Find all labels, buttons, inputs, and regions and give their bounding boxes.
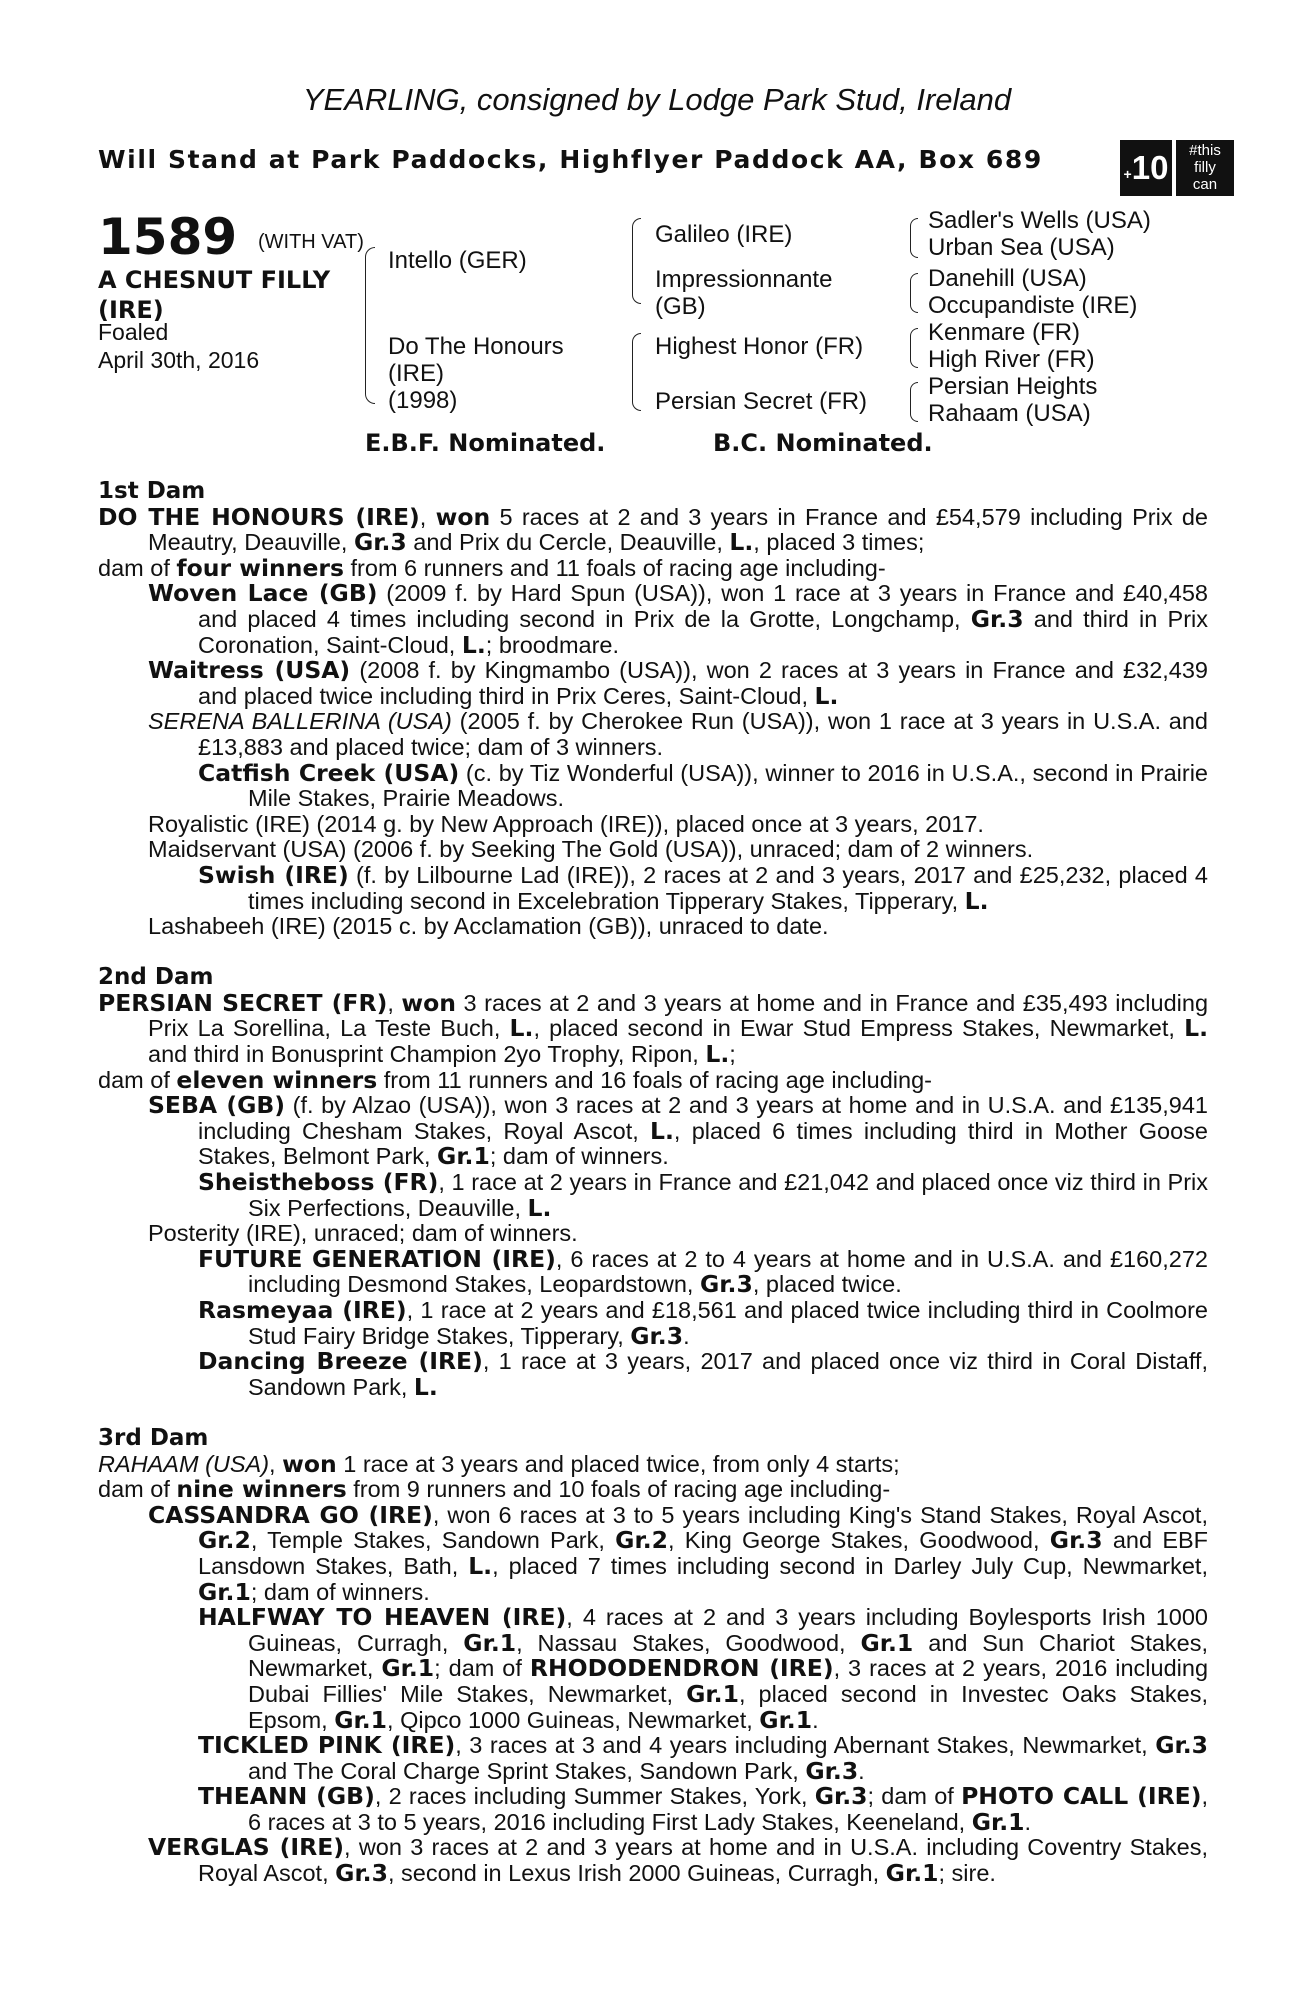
pedigree-ggs-3: Danehill (USA) — [928, 265, 1087, 292]
pedigree-sire: Intello (GER) — [388, 247, 527, 274]
third-dam-record: RAHAAM (USA), won 1 race at 3 years and placed twice, from only 4 starts; — [98, 1449, 900, 1478]
produce-record — [98, 479, 1208, 1887]
produce-entry: VERGLAS (IRE), won 3 races at 2 and 3 years at home and in U.S.A. including Coventry Stakes, Royal Ascot, Gr.3, second in Lexus Irish 2000 Guineas, Curragh, Gr.1; sire. — [148, 1833, 1208, 1888]
produce-entry: Swish (IRE) (f. by Lilbourne Lad (IRE)), 2 races at 2 and 3 years, 2017 and £25,232, placed 4 times including second in Excelebration Tipperary Stakes, Tipperary, L. — [198, 860, 1208, 915]
second-dam-produce-summary: dam of eleven winners from 11 runners and 16 foals of racing age including- — [98, 1065, 932, 1094]
produce-entry: FUTURE GENERATION (IRE), 6 races at 2 to 4 years at home and in U.S.A. and £160,272 including Desmond Stakes, Leopardstown, Gr.3, placed twice. — [198, 1244, 1208, 1299]
horse-description: A CHESNUT FILLY (IRE) — [98, 266, 331, 324]
produce-entry: Woven Lace (GB) (2009 f. by Hard Spun (USA)), won 1 race at 3 years in France and £40,458 and placed 4 times including second in Prix de la Grotte, Longchamp, Gr.3 and third in Prix Coronation, Saint-Cloud, L.; broodmare. — [148, 579, 1208, 659]
produce-entry: SEBA (GB) (f. by Alzao (USA)), won 3 races at 2 and 3 years at home and in U.S.A. and £135,941 including Chesham Stakes, Royal Ascot, L., placed 6 times including third in Mother Goose Stakes, Belmont Park, Gr.1; dam of winners. — [148, 1091, 1208, 1171]
produce-entry: Waitress (USA) (2008 f. by Kingmambo (USA)), won 2 races at 3 years in France and £32,439 and placed twice including third in Prix Ceres, Saint-Cloud, L. — [148, 656, 1209, 710]
pedigree-ggs-2: Urban Sea (USA) — [928, 234, 1115, 261]
second-dam-heading: 2nd Dam — [98, 964, 214, 991]
produce-entry: Royalistic (IRE) (2014 g. by New Approach (IRE)), placed once at 3 years, 2017. — [148, 810, 984, 837]
pedigree-brace-main — [365, 247, 375, 404]
produce-entry: HALFWAY TO HEAVEN (IRE), 4 races at 2 and 3 years including Boylesports Irish 1000 Guineas, Curragh, Gr.1, Nassau Stakes, Goodwood, Gr.1 and Sun Chariot Stakes, Newmarket, Gr.1; dam of RHODODENDRON (IRE), 3 races at 2 years, 2016 including Dubai Fillies' Mile Stakes, Newmarket, Gr.1, placed second in Investec Oaks Stakes, Epsom, Gr.1, Qipco 1000 Guineas, Newmarket, Gr.1. — [198, 1603, 1209, 1734]
vat-label: (WITH VAT) — [258, 231, 364, 253]
second-dam-record: PERSIAN SECRET (FR), won 3 races at 2 and 3 years at home and in France and £35,493 including Prix La Sorellina, La Teste Buch, L., placed second in Ewar Stud Empress Stakes, Newmarket, L. and third in Bonusprint Champion 2yo Trophy, Ripon, L.; — [98, 988, 1209, 1069]
produce-entry: Maidservant (USA) (2006 f. by Seeking The Gold (USA)), unraced; dam of 2 winners. — [148, 836, 1034, 863]
pedigree-brace-gs1 — [910, 218, 918, 258]
pedigree-ggs-8: Rahaam (USA) — [928, 400, 1091, 427]
pedigree-gs4: Persian Secret (FR) — [655, 388, 868, 415]
pedigree-brace-dam — [632, 333, 641, 411]
lot-number: 1589 — [98, 208, 238, 266]
produce-entry: Rasmeyaa (IRE), 1 race at 2 years and £18,561 and placed twice including third in Coolmore Stud Fairy Bridge Stakes, Tipperary, Gr.3. — [198, 1296, 1208, 1350]
produce-entry: SERENA BALLERINA (USA) (2005 f. by Cherokee Run (USA)), won 1 race at 3 years in U.S.A. and £13,883 and placed twice; dam of 3 winners. — [148, 708, 1209, 760]
pedigree-brace-gs4 — [910, 382, 918, 422]
produce-entry: Sheistheboss (FR), 1 race at 2 years in France and £21,042 and placed once viz third in Prix Six Perfections, Deauville, L. — [198, 1168, 1208, 1222]
third-dam-produce-summary: dam of nine winners from 9 runners and 10 foals of racing age including- — [98, 1475, 891, 1504]
first-dam-record: DO THE HONOURS (IRE), won 5 races at 2 and 3 years in France and £54,579 including Prix de Meautry, Deauville, Gr.3 and Prix du Cercle, Deauville, L., placed 3 times; — [98, 502, 1209, 557]
first-dam-heading: 1st Dam — [98, 478, 206, 504]
location-line: Will Stand at Park Paddocks, Highflyer Paddock AA, Box 689 — [98, 145, 1043, 174]
consignment-line: YEARLING, consigned by Lodge Park Stud, Ireland — [302, 82, 1012, 117]
produce-entry: Posterity (IRE), unraced; dam of winners. — [148, 1220, 578, 1247]
pedigree-gs2: Impressionnante (GB) — [655, 266, 833, 320]
this-filly-can-badge: #this filly can — [1176, 140, 1234, 196]
produce-entry: THEANN (GB), 2 races including Summer Stakes, York, Gr.3; dam of PHOTO CALL (IRE), 6 races at 3 to 5 years, 2016 including First Lady Stakes, Keeneland, Gr.1. — [198, 1782, 1209, 1836]
pedigree-gs1: Galileo (IRE) — [655, 221, 793, 248]
ebf-nominated: E.B.F. Nominated. — [365, 429, 606, 457]
pedigree-brace-sire — [632, 218, 641, 304]
pedigree-ggs-7: Persian Heights — [928, 373, 1098, 400]
third-dam-heading: 3rd Dam — [98, 1424, 209, 1451]
produce-entry: Dancing Breeze (IRE), 1 race at 3 years, 2017 and placed once viz third in Coral Distaff, Sandown Park, L. — [198, 1347, 1208, 1401]
produce-entry: Catfish Creek (USA) (c. by Tiz Wonderful (USA)), winner to 2016 in U.S.A., second in Prairie Mile Stakes, Prairie Meadows. — [198, 758, 1208, 812]
foaled-date: Foaled April 30th, 2016 — [98, 319, 260, 373]
pedigree-ggs-4: Occupandiste (IRE) — [928, 292, 1138, 319]
pedigree-ggs-5: Kenmare (FR) — [928, 319, 1081, 346]
produce-entry: CASSANDRA GO (IRE), won 6 races at 3 to 5 years including King's Stand Stakes, Royal Ascot, Gr.2, Temple Stakes, Sandown Park, Gr.2, King George Stakes, Goodwood, Gr.3 and EBF Lansdown Stakes, Bath, L., placed 7 times including second in Darley July Cup, Newmarket, Gr.1; dam of winners. — [148, 1500, 1209, 1606]
pedigree-brace-gs3 — [910, 328, 918, 368]
pedigree-gs3: Highest Honor (FR) — [655, 333, 864, 360]
produce-entry: Lashabeeh (IRE) (2015 c. by Acclamation (GB)), unraced to date. — [148, 913, 829, 940]
pedigree-ggs-6: High River (FR) — [928, 346, 1095, 373]
plus10-badge: +10 — [1120, 140, 1172, 196]
first-dam-produce-summary: dam of four winners from 6 runners and 11 foals of racing age including- — [98, 553, 886, 582]
pedigree-dam: Do The Honours (IRE) (1998) — [388, 333, 564, 414]
produce-entry: TICKLED PINK (IRE), 3 races at 3 and 4 years including Abernant Stakes, Newmarket, Gr.3 and The Coral Charge Sprint Stakes, Sandown Park, Gr.3. — [198, 1731, 1208, 1785]
bc-nominated: B.C. Nominated. — [713, 429, 933, 457]
pedigree-ggs-1: Sadler's Wells (USA) — [928, 207, 1151, 234]
pedigree-brace-gs2 — [910, 273, 918, 313]
